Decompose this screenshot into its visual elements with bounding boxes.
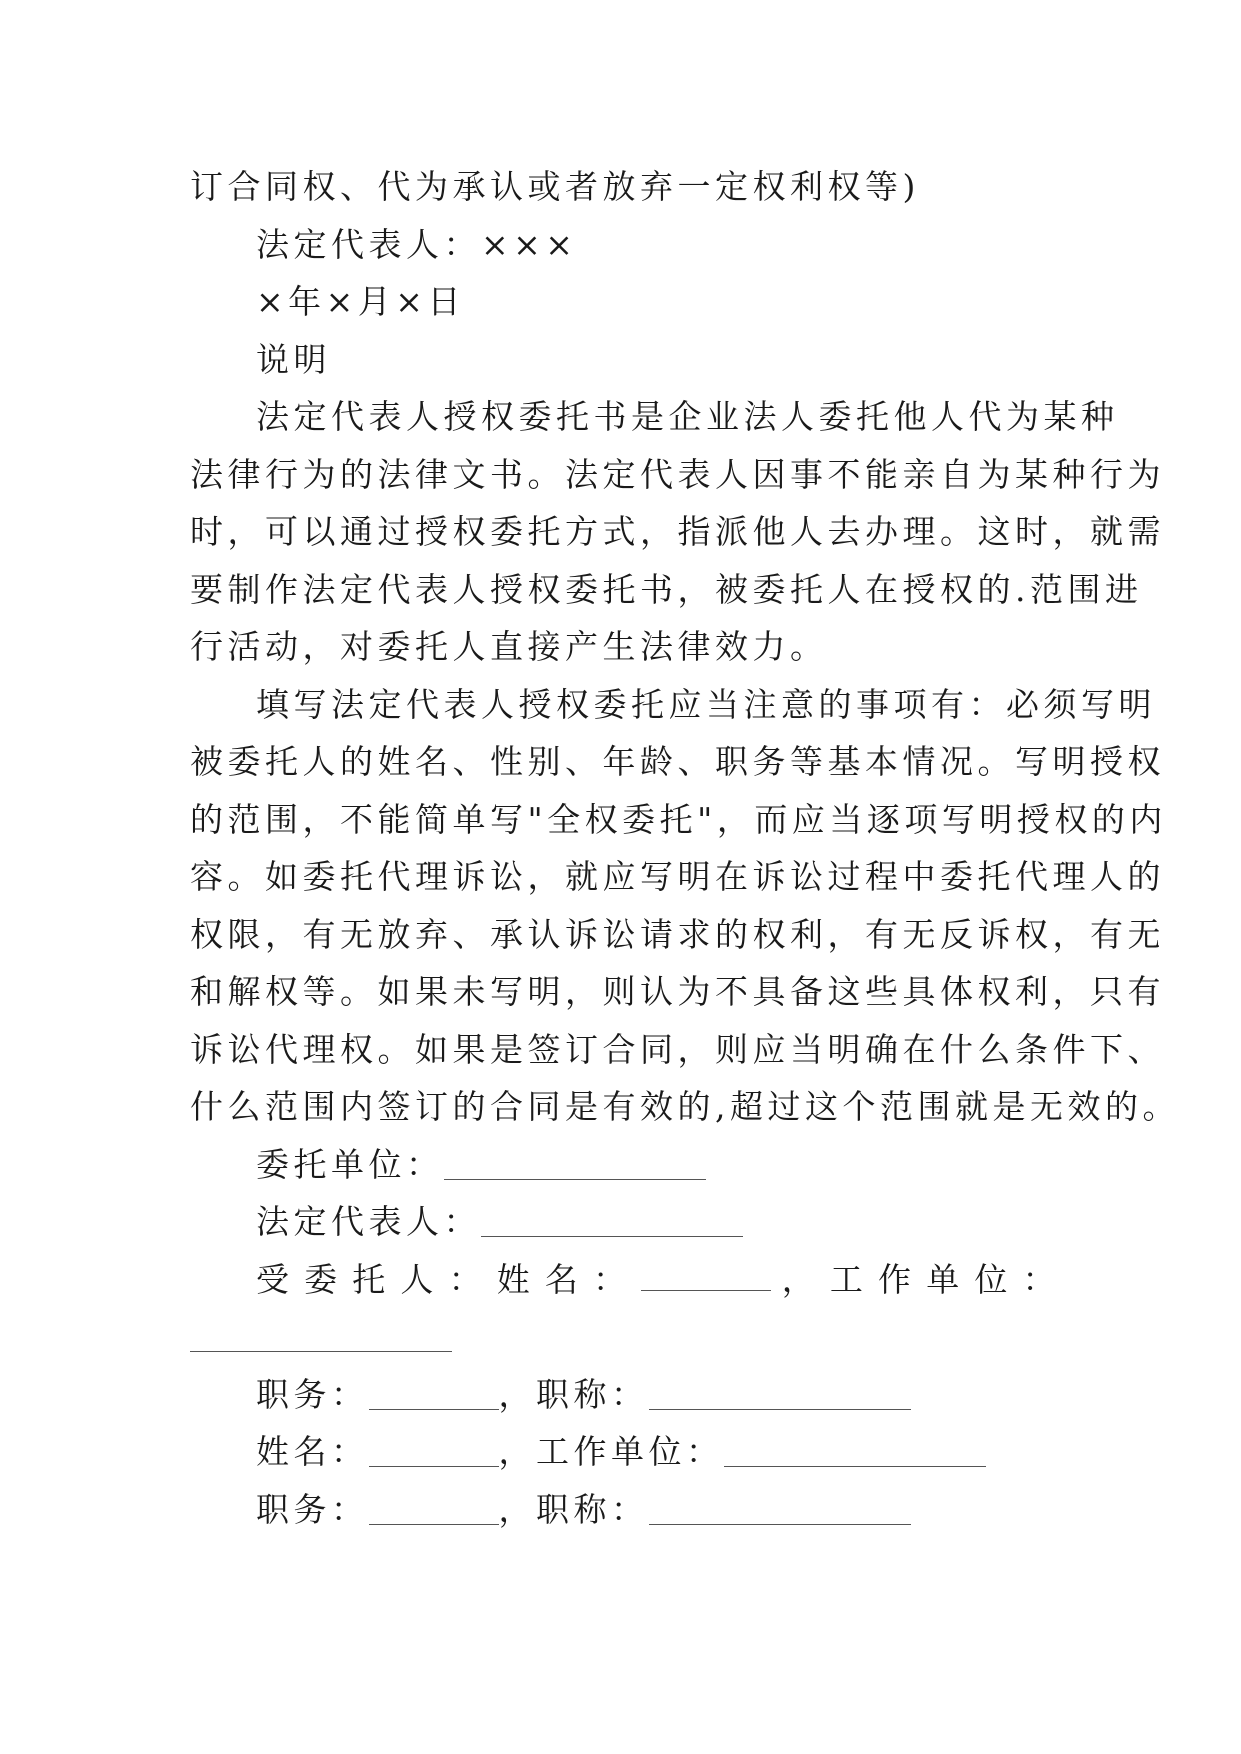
name-label: 姓名： (256, 1432, 369, 1471)
paragraph-line: 法定代表人授权委托书是企业法人委托他人代为某种 (256, 397, 1119, 436)
trustee-char: ： (592, 1259, 631, 1299)
legal-rep-label: 法定代表人： (256, 1202, 481, 1241)
legal-rep-signature: 法定代表人：××× (256, 224, 578, 264)
position-blank[interactable] (369, 1409, 499, 1410)
position-label: 职务： (256, 1374, 369, 1414)
name-blank[interactable] (369, 1466, 499, 1467)
trustee-char: 作 (878, 1259, 916, 1299)
title-label: ，职称： (498, 1374, 649, 1414)
position-label: 职务： (256, 1489, 369, 1529)
position-row-3 (190, 1481, 1060, 1539)
paragraph-line: 什么范围内签订的合同是有效的,超过这个范围就是无效的。 (190, 1087, 1180, 1126)
date-line: ×年×月×日 (256, 282, 465, 321)
trustee-char: 单 (926, 1259, 964, 1299)
work-unit-blank[interactable] (724, 1466, 986, 1467)
work-unit-blank-row (190, 1308, 1060, 1366)
client-unit-row (190, 1136, 1060, 1194)
paragraph-line: 容。如委托代理诉讼，就应写明在诉讼过程中委托代理人的 (190, 857, 1165, 896)
paragraph-line: 时，可以通过授权委托方式，指派他人去办理。这时，就需 (190, 512, 1165, 551)
trustee-char: 托 (352, 1259, 390, 1299)
position-blank[interactable] (369, 1524, 499, 1525)
client-unit-blank[interactable] (444, 1179, 706, 1180)
paragraph-line: 的范围，不能简单写"全权委托"，而应当逐项写明授权的内 (190, 799, 1167, 839)
trustee-char: 位 (974, 1259, 1012, 1299)
trustee-char: ： (1022, 1259, 1060, 1299)
paragraph-line: 和解权等。如果未写明，则认为不具备这些具体权利，只有 (190, 972, 1165, 1011)
trustee-row (190, 1251, 1060, 1309)
legal-rep-row (190, 1193, 1060, 1251)
paragraph-line: 诉讼代理权。如果是签订合同，则应当明确在什么条件下、 (190, 1029, 1165, 1069)
client-unit-label: 委托单位： (256, 1144, 444, 1184)
position-row-1 (190, 1366, 1060, 1424)
paragraph-line: 要制作法定代表人授权委托书，被委托人在授权的.范围进 (190, 569, 1143, 609)
trustee-char: ： (448, 1259, 487, 1299)
trustee-char: 工 (829, 1259, 868, 1299)
work-unit-label: ，工作单位： (498, 1432, 724, 1471)
title-label: ，职称： (498, 1489, 649, 1529)
trustee-char: 人 (400, 1259, 438, 1299)
legal-rep-blank[interactable] (481, 1236, 743, 1237)
notes-paragraph (190, 676, 1180, 1136)
explanation-paragraph (190, 388, 1165, 676)
title-blank[interactable] (649, 1409, 911, 1410)
title-blank[interactable] (649, 1524, 911, 1525)
trustee-char: 姓 (496, 1259, 535, 1299)
explanation-heading: 说明 (256, 339, 331, 379)
paragraph-line: 填写法定代表人授权委托应当注意的事项有：必须写明 (256, 684, 1156, 724)
paragraph-line: 被委托人的姓名、性别、年龄、职务等基本情况。写明授权 (190, 742, 1165, 781)
trustee-char: 名 (544, 1259, 583, 1299)
trustee-char: 委 (304, 1259, 342, 1299)
paragraph-line: 法律行为的法律文书。法定代表人因事不能亲自为某种行为 (190, 454, 1165, 494)
paragraph-line: 行活动，对委托人直接产生法律效力。 (190, 627, 828, 666)
line-contract-rights: 订合同权、代为承认或者放弃一定权利权等) (190, 167, 920, 206)
trustee-work-unit-blank[interactable] (190, 1351, 452, 1352)
trustee-char: 受 (256, 1259, 294, 1299)
paragraph-line: 权限，有无放弃、承认诉讼请求的权利，有无反诉权，有无 (190, 914, 1165, 954)
trustee-name-blank[interactable] (641, 1290, 771, 1291)
name-row-2 (190, 1423, 1060, 1481)
trustee-comma: ， (781, 1259, 820, 1299)
document-body (190, 158, 1180, 1538)
